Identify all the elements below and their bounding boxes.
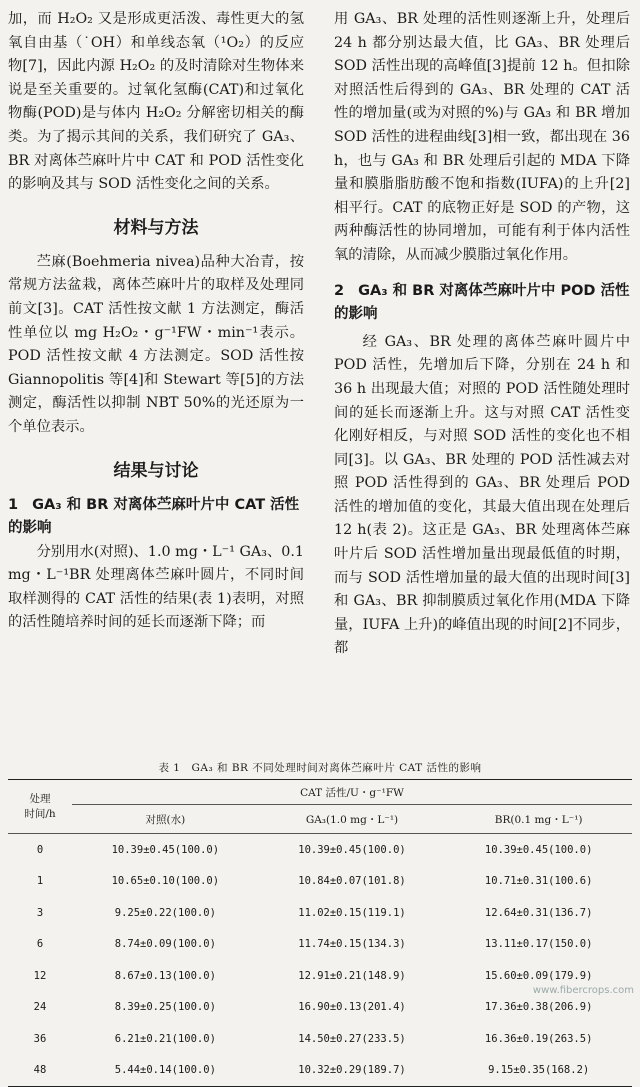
paragraph: 加，而 H₂O₂ 又是形成更活泼、毒性更大的氢氧自由基（˙OH）和单线态氧（¹O₂）的反应物[7]，因此内源 H₂O₂ 的及时清除对生物体来说是至关重要的。过氧化氢酶(CAT)和过氧化物酶(POD)是与体内 H₂O₂ 分解密切相关的酶类。为了揭示其间的关系，我们研究了 GA₃、BR 对离体苎麻叶片中 CAT 和 POD 活性变化的影响及其与 SOD 活性变化之间的关系。: [8, 11, 304, 193]
time-cell: 36: [33, 1032, 47, 1045]
column-header: GA₃(1.0 mg・L⁻¹): [259, 805, 446, 834]
time-cell: 24: [33, 1001, 47, 1014]
time-cell: 48: [33, 1064, 47, 1077]
ga3-cell: 12.91±0.21(148.9): [298, 969, 406, 982]
control-cell: 5.44±0.14(100.0): [114, 1064, 216, 1077]
paragraph: 经 GA₃、BR 处理的离体苎麻叶圆片中 POD 活性，先增加后下降，分别在 24 h 和 36 h 出现最大值；对照的 POD 活性随处理时间的延长而逐渐上升。这与对照 CAT 活性变化刚好相反，与对照 SOD 活性的变化也不相同[3]。以 GA₃、BR 处理的 POD 活性减去对照 POD 活性得到的 GA₃、BR 处理后 POD 活性的增加值的变化，其最大值出现在处理后 12 h(表 2)。这正是 GA₃、BR 处理离体苎麻叶片后 SOD 活性增加量出现最低值的时期，而与 SOD 活性增加量的最大值的出现时间[3]和 GA₃、BR 抑制膜质过氧化作用(MDA 下降量，IUFA 上升)的峰值出现的时间[2]不同步，都: [334, 333, 630, 657]
left-column: [8, 8, 304, 635]
table-row: [8, 866, 632, 898]
control-cell: 10.65±0.10(100.0): [111, 875, 220, 888]
ga3-cell: 14.50±0.27(233.5): [298, 1032, 406, 1045]
subsection-title-text: GA₃ 和 BR 对离体苎麻叶片中 CAT 活性的影响: [8, 496, 300, 537]
table-row: [8, 1023, 632, 1055]
time-cell: 6: [36, 938, 44, 951]
ga3-cell: 10.39±0.45(100.0): [298, 843, 406, 856]
section-title-methods: 材料与方法: [113, 217, 199, 238]
subsection-title-cat: [8, 494, 304, 541]
subsection-title-pod: [334, 280, 630, 327]
br-cell: 16.36±0.19(263.5): [484, 1032, 593, 1045]
cat-activity-table: [8, 779, 632, 1087]
table-row: [8, 929, 632, 961]
span-header: CAT 活性/U・g⁻¹FW: [72, 780, 632, 805]
br-cell: 10.71±0.31(100.6): [484, 875, 593, 888]
column-header: BR(0.1 mg・L⁻¹): [445, 805, 632, 834]
control-cell: 6.21±0.21(100.0): [114, 1032, 216, 1045]
control-cell: 8.67±0.13(100.0): [114, 969, 216, 982]
ga3-cell: 10.84±0.07(101.8): [298, 875, 406, 888]
time-cell: 3: [36, 906, 44, 919]
right-column: [334, 8, 630, 661]
time-cell: 0: [36, 843, 44, 856]
paragraph: 用 GA₃、BR 处理的活性则逐渐上升，处理后 24 h 都分别达最大值，比 GA₃、BR 处理后 SOD 活性出现的高峰值[3]提前 12 h。但扣除对照活性后得到的 GA₃、BR 处理的 CAT 活性的增加量(或为对照的%)与 GA₃ 和 BR 增加 SOD 活性的进程曲线[3]相一致，都出现在 36 h，也与 GA₃ 和 BR 处理后引起的 MDA 下降量和膜脂脂肪酸不饱和指数(IUFA)的上升[2]相平行。CAT 的底物正好是 SOD 的产物，这两种酶活性的协同增加，可能有利于体内活性氧的清除，从而减少膜脂过氧化作用。: [334, 11, 630, 263]
watermark: www.fibercrops.com: [532, 985, 634, 996]
table-row: [8, 897, 632, 929]
paragraph: 分别用水(对照)、1.0 mg・L⁻¹ GA₃、0.1 mg・L⁻¹BR 处理离体苎麻叶圆片，不同时间取样测得的 CAT 活性的结果(表 1)表明，对照的活性随培养时间的延长而逐渐下降；而: [8, 543, 304, 631]
br-cell: 12.64±0.31(136.7): [484, 906, 593, 919]
section-title-results: 结果与讨论: [113, 460, 199, 481]
table-row: [8, 992, 632, 1024]
control-cell: 10.39±0.45(100.0): [111, 843, 220, 856]
subsection-number: 1: [8, 496, 19, 513]
br-cell: 10.39±0.45(100.0): [484, 843, 593, 856]
row-header: 处理 时间/h: [8, 780, 72, 834]
ga3-cell: 11.74±0.15(134.3): [298, 938, 406, 951]
ga3-cell: 16.90±0.13(201.4): [298, 1001, 406, 1014]
br-cell: 13.11±0.17(150.0): [484, 938, 593, 951]
time-cell: 12: [33, 969, 47, 982]
subsection-number: 2: [334, 282, 345, 299]
control-cell: 9.25±0.22(100.0): [114, 906, 216, 919]
table-row: [8, 834, 632, 866]
control-cell: 8.74±0.09(100.0): [114, 938, 216, 951]
table-1: [8, 757, 632, 1087]
table-caption: 表 1 GA₃ 和 BR 不同处理时间对离体苎麻叶片 CAT 活性的影响: [158, 762, 482, 774]
control-cell: 8.39±0.25(100.0): [114, 1001, 216, 1014]
br-cell: 15.60±0.09(179.9): [484, 969, 593, 982]
table-row: [8, 1055, 632, 1087]
subsection-title-text: GA₃ 和 BR 对离体苎麻叶片中 POD 活性的影响: [334, 282, 630, 323]
ga3-cell: 10.32±0.29(189.7): [298, 1064, 406, 1077]
paragraph: 苎麻(Boehmeria nivea)品种大冶青，按常规方法盆栽，离体苎麻叶片的取样及处理同前文[3]。CAT 活性按文献 1 方法测定，酶活性单位以 mg H₂O₂・g⁻¹FW・min⁻¹表示。POD 活性按文献 4 方法测定。SOD 活性按 Giannopolitis 等[4]和 Stewart 等[5]的方法测定，酶活性以抑制 NBT 50%的光还原为一个单位表示。: [8, 253, 304, 435]
ga3-cell: 11.02±0.15(119.1): [298, 906, 406, 919]
br-cell: 9.15±0.35(168.2): [488, 1064, 590, 1077]
br-cell: 17.36±0.38(206.9): [484, 1001, 593, 1014]
column-header: 对照(水): [72, 805, 259, 834]
time-cell: 1: [36, 875, 44, 888]
